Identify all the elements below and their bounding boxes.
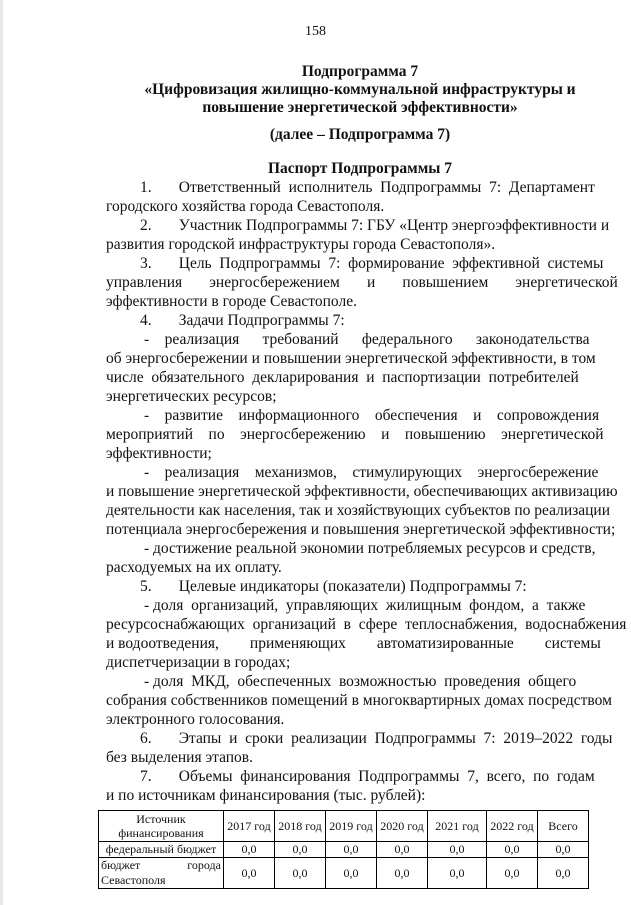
text-line: - доля МКД, обеспеченных возможностью проведения общего [144,673,577,690]
header-year: 2018 год [275,811,326,842]
table-cell: 0,0 [224,858,275,889]
item-2-participant [106,216,608,254]
source-line [101,858,221,873]
table-cell: 0,0 [428,858,487,889]
header-source: Источник финансирования [99,811,224,842]
subprogram-subtitle-line-1: «Цифровизация жилищно-коммунальной инфраструктуры и [144,81,576,98]
text-line: эффективности; [106,445,212,462]
task-3 [106,463,618,539]
table-header-row [99,811,589,842]
source-line: Севастополя [101,873,166,887]
text-line: числе обязательного декларирования и паспортизации потребителей [106,369,579,386]
table-cell: 0,0 [224,842,275,858]
text-line: - доля организаций, управляющих жилищным фондом, а также [144,597,586,614]
table-cell: 0,0 [275,842,326,858]
source-word: города [187,858,221,872]
text-line: и водоотведения, применяющих автоматизированные системы [106,635,601,652]
table-cell: 0,0 [377,858,428,889]
text-line: развития городской инфраструктуры города Севастополя». [106,236,496,253]
header-year: 2017 год [224,811,275,842]
row-source: федеральный бюджет [99,842,224,858]
table-cell: 0,0 [326,858,377,889]
subprogram-title: Подпрограмма 7 [301,63,419,80]
text-line: и по источникам финансирования (тыс. рублей): [106,787,426,804]
text-line: 3. Цель Подпрограммы 7: формирование эффективной системы [140,255,604,272]
table-cell: 0,0 [538,842,589,858]
item-7-financing [106,767,608,805]
text-line: эффективности в городе Севастополе. [106,293,357,310]
text-line: электронного голосования. [106,711,285,728]
header-year: 2020 год [377,811,428,842]
text-line: ресурсоснабжающих организаций в сфере теплоснабжения, водоснабжения [106,616,627,633]
item-6-stages [106,729,613,767]
text-line: - реализация требований федерального законодательства [144,331,590,348]
table-cell: 0,0 [428,842,487,858]
item-1-responsible-executor [106,178,608,216]
scan-edge [0,0,3,905]
table-cell: 0,0 [538,858,589,889]
header-year: 2021 год [428,811,487,842]
text-line: управления энергосбережением и повышением энергетической [106,274,618,291]
text-line: мероприятий по энергосбережению и повышению энергетической [106,426,604,443]
indicator-1 [106,596,627,672]
header-year: 2022 год [487,811,538,842]
source-word: бюджет [101,858,141,872]
table-row [99,842,589,858]
item-4-tasks [106,311,608,330]
text-line: потенциала энергосбережения и повышения энергетической эффективности; [106,521,616,538]
table-cell: 0,0 [377,842,428,858]
text-line: и повышение энергетической эффективности, обеспечивающих активизацию [106,483,618,500]
task-4 [106,539,608,577]
text-line: расходуемых на их оплату. [106,559,282,576]
table-cell: 0,0 [487,842,538,858]
subprogram-subtitle-line-2: повышение энергетической эффективности» [202,99,518,116]
text-line: собрания собственников помещений в многоквартирных домах посредством [106,692,612,709]
page-number: 158 [305,24,326,39]
financing-table [98,810,589,889]
text-line: 5. Целевые индикаторы (показатели) Подпрограммы 7: [140,578,527,595]
text-line: 4. Задачи Подпрограммы 7: [140,312,345,329]
text-line: 6. Этапы и сроки реализации Подпрограммы 7: 2019–2022 годы [140,730,613,747]
table-cell: 0,0 [487,858,538,889]
text-line: - достижение реальной экономии потребляемых ресурсов и средств, [144,540,596,557]
text-line: диспетчеризации в городах; [106,654,291,671]
row-source [99,858,224,889]
task-1 [106,330,608,406]
table-cell: 0,0 [275,858,326,889]
text-line: - реализация механизмов, стимулирующих энергосбережение [144,464,599,481]
text-line: деятельности как населения, так и хозяйствующих субъектов по реализации [106,502,611,519]
text-line: 1. Ответственный исполнитель Подпрограммы 7: Департамент [140,179,595,196]
header-total: Всего [538,811,589,842]
text-line: - развитие информационного обеспечения и сопровождения [144,407,600,424]
table-cell: 0,0 [326,842,377,858]
header-year: 2019 год [326,811,377,842]
item-3-goal [106,254,618,311]
text-line: городского хозяйства города Севастополя. [106,198,385,215]
text-line: без выделения этапов. [106,749,253,766]
text-line: энергетических ресурсов; [106,388,277,405]
task-2 [106,406,608,463]
table-row [99,858,589,889]
passport-title: Паспорт Подпрограммы 7 [267,160,453,177]
text-line: 2. Участник Подпрограммы 7: ГБУ «Центр энергоэффективности и [140,217,610,234]
subprogram-alias: (далее – Подпрограмма 7) [269,126,451,143]
text-line: 7. Объемы финансирования Подпрограммы 7, всего, по годам [140,768,595,785]
indicator-2 [106,672,612,729]
text-line: об энергосбережении и повышении энергетической эффективности, в том [106,350,596,367]
item-5-indicators [106,577,608,596]
